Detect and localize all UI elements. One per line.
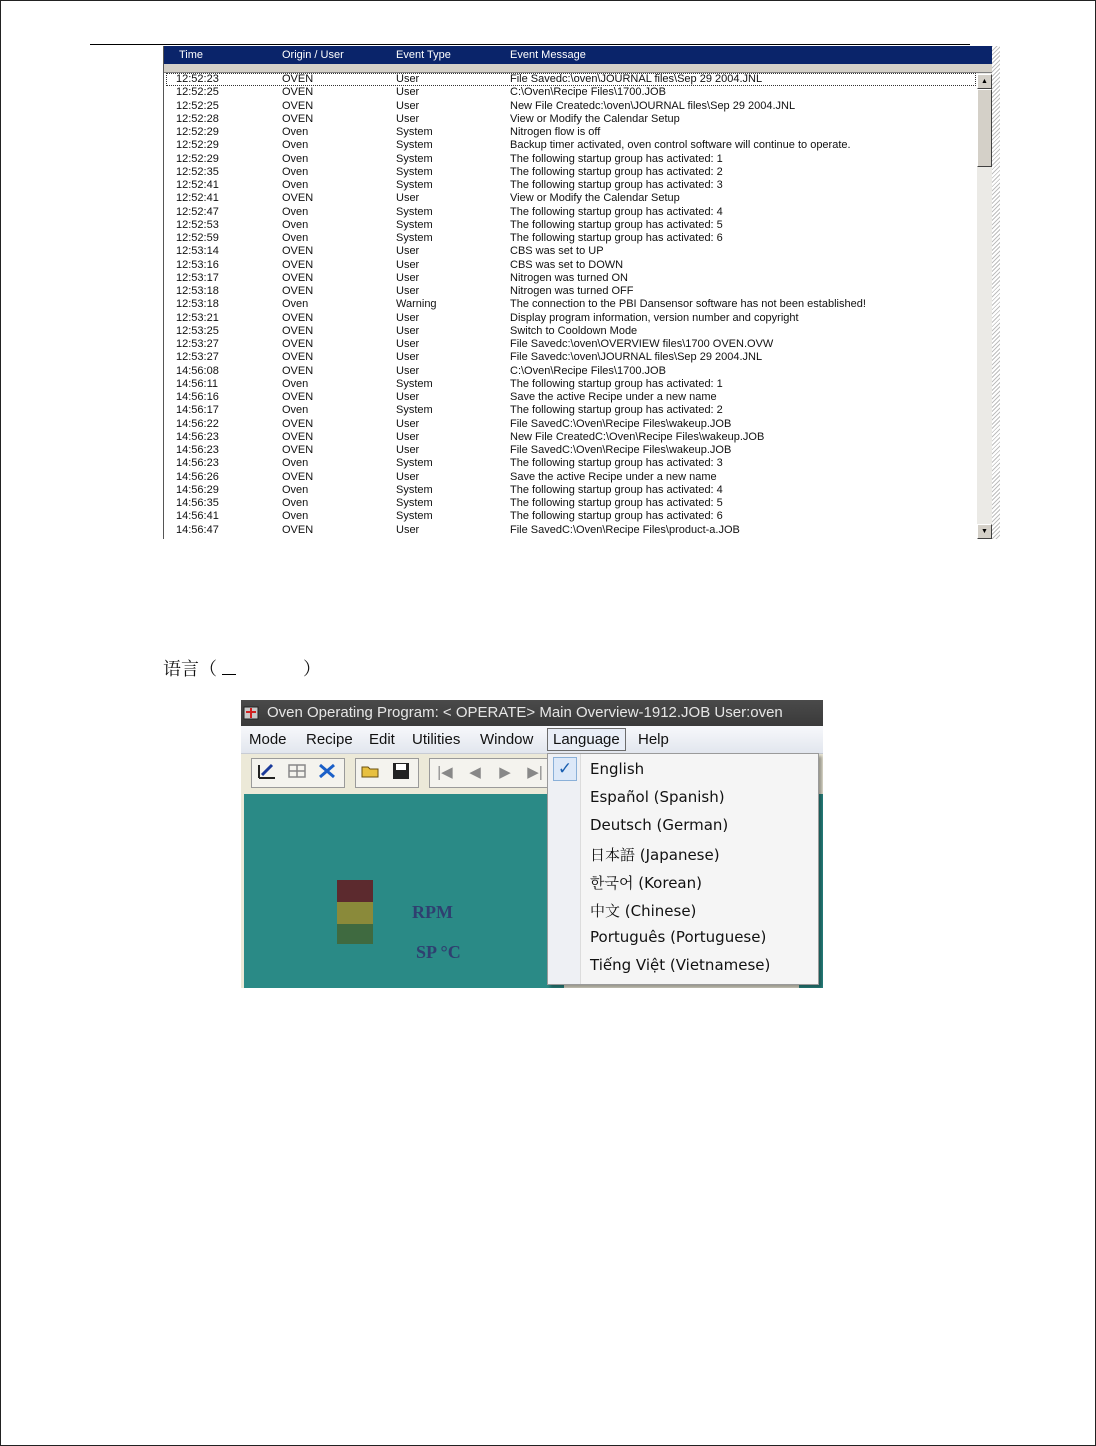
status-lamp-red	[337, 880, 373, 902]
log-row[interactable]	[166, 272, 976, 285]
log-cell-origin: Oven	[282, 139, 309, 152]
last-record-icon[interactable]: ▶|	[527, 764, 543, 781]
log-row[interactable]	[166, 365, 976, 378]
log-cell-type: User	[396, 285, 420, 297]
log-cell-message: The following startup group has activated: 5	[510, 218, 723, 231]
log-cell-origin: OVEN	[282, 258, 314, 271]
log-cell-time: 14:56:16	[176, 391, 219, 403]
event-log-panel	[163, 46, 993, 539]
log-cell-type: User	[396, 271, 420, 284]
toolbar-group-edit	[251, 758, 345, 788]
log-cell-origin: OVEN	[282, 86, 314, 99]
log-cell-origin: OVEN	[282, 73, 314, 85]
menu-edit[interactable]: Edit	[369, 731, 395, 748]
log-cell-message: New File Createdc:\oven\JOURNAL files\Sep 29 2004.JNL	[510, 99, 796, 112]
log-cell-message: The following startup group has activated: 3	[510, 457, 723, 470]
log-cell-type: System	[396, 510, 433, 523]
log-cell-type: System	[396, 152, 433, 165]
menu-bar	[241, 726, 823, 754]
first-record-icon[interactable]: |◀	[437, 764, 453, 781]
log-cell-message: The connection to the PBI Dansensor software has not been established!	[510, 298, 866, 311]
log-cell-origin: OVEN	[282, 391, 314, 403]
log-cell-type: User	[396, 351, 420, 364]
previous-record-icon[interactable]: ◀	[469, 764, 481, 781]
rpm-label: RPM	[412, 902, 453, 922]
log-cell-type: User	[396, 470, 420, 483]
log-cell-message: View or Modify the Calendar Setup	[510, 112, 680, 125]
log-row[interactable]	[166, 219, 976, 232]
log-cell-origin: Oven	[282, 179, 309, 191]
log-cell-origin: Oven	[282, 218, 309, 231]
log-cell-message: Nitrogen flow is off	[510, 126, 601, 138]
log-row[interactable]	[166, 166, 976, 179]
log-cell-time: 14:56:08	[176, 364, 219, 377]
status-lamp-green	[337, 924, 373, 944]
header-divider	[164, 64, 993, 73]
log-cell-type: System	[396, 139, 433, 152]
log-row[interactable]	[166, 431, 976, 444]
log-row[interactable]	[166, 510, 976, 523]
log-cell-message: CBS was set to UP	[510, 245, 604, 258]
log-cell-message: The following startup group has activated: 6	[510, 510, 723, 523]
log-cell-message: File Savedc:\oven\JOURNAL files\Sep 29 2004.JNL	[510, 351, 763, 364]
log-cell-message: Display program information, version number and copyright	[510, 311, 799, 324]
column-header-time[interactable]: Time	[179, 49, 204, 61]
chart-edit-icon[interactable]	[254, 761, 280, 785]
log-cell-type: System	[396, 404, 433, 417]
log-cell-time: 14:56:35	[176, 497, 219, 509]
log-cell-time: 12:52:29	[176, 126, 219, 138]
log-cell-time: 12:52:23	[176, 73, 219, 85]
log-cell-origin: OVEN	[282, 444, 314, 456]
log-cell-origin: Oven	[282, 152, 309, 165]
log-cell-type: System	[396, 179, 433, 191]
log-cell-origin: OVEN	[282, 338, 314, 350]
log-cell-origin: Oven	[282, 232, 309, 244]
log-row[interactable]	[166, 298, 976, 311]
menu-window[interactable]: Window	[480, 731, 534, 748]
log-cell-origin: Oven	[282, 165, 309, 178]
log-cell-origin: OVEN	[282, 364, 314, 377]
log-cell-time: 14:56:22	[176, 417, 219, 430]
toolbar-group-navigation	[429, 758, 551, 788]
log-cell-type: System	[396, 483, 433, 496]
log-cell-time: 14:56:11	[176, 377, 219, 390]
log-cell-type: Warning	[396, 298, 437, 311]
log-cell-type: System	[396, 377, 433, 390]
log-cell-message: Switch to Cooldown Mode	[510, 324, 638, 337]
log-cell-time: 14:56:23	[176, 457, 219, 470]
log-cell-type: System	[396, 232, 433, 244]
log-cell-origin: Oven	[282, 205, 309, 218]
menu-utilities[interactable]: Utilities	[412, 731, 461, 748]
language-label-close: ）	[303, 659, 321, 680]
log-row[interactable]	[166, 484, 976, 497]
log-cell-message: The following startup group has activated: 3	[510, 179, 723, 191]
log-row[interactable]	[166, 86, 976, 99]
log-cell-message: Save the active Recipe under a new name	[510, 391, 717, 403]
scroll-thumb[interactable]	[977, 89, 992, 167]
language-option-spanish[interactable]: Español (Spanish)	[590, 788, 725, 806]
open-folder-icon[interactable]	[358, 761, 384, 785]
log-cell-message: The following startup group has activated: 6	[510, 232, 723, 244]
log-cell-message: The following startup group has activated: 5	[510, 497, 723, 509]
log-cell-type: System	[396, 497, 433, 509]
log-cell-time: 12:52:29	[176, 139, 219, 152]
log-cell-type: User	[396, 192, 420, 205]
log-cell-type: User	[396, 417, 420, 430]
column-header-type[interactable]: Event Type	[396, 49, 451, 61]
menu-recipe[interactable]: Recipe	[306, 731, 353, 748]
log-cell-type: User	[396, 391, 420, 403]
language-blank-line	[222, 674, 236, 675]
log-cell-origin: OVEN	[282, 324, 314, 337]
log-cell-type: User	[396, 73, 420, 85]
log-cell-origin: Oven	[282, 510, 309, 523]
log-cell-time: 12:52:47	[176, 205, 219, 218]
log-cell-type: System	[396, 126, 433, 138]
log-row[interactable]	[166, 139, 976, 152]
log-cell-time: 12:52:25	[176, 86, 219, 99]
log-cell-type: User	[396, 245, 420, 258]
log-cell-origin: OVEN	[282, 311, 314, 324]
log-cell-origin: Oven	[282, 404, 309, 417]
log-cell-origin: OVEN	[282, 99, 314, 112]
log-row[interactable]	[166, 73, 976, 86]
log-cell-origin: Oven	[282, 377, 309, 390]
log-cell-origin: OVEN	[282, 417, 314, 430]
log-cell-time: 12:52:28	[176, 112, 219, 125]
log-cell-time: 14:56:17	[176, 404, 219, 417]
top-rule	[90, 44, 970, 45]
log-cell-type: User	[396, 112, 420, 125]
log-row[interactable]	[166, 418, 976, 431]
language-option-english[interactable]: English	[590, 760, 645, 778]
log-cell-time: 12:52:59	[176, 232, 219, 244]
log-cell-time: 12:53:18	[176, 298, 219, 311]
event-log-rows	[166, 73, 976, 539]
overview-canvas	[244, 794, 564, 988]
log-row[interactable]	[166, 404, 976, 417]
log-row[interactable]	[166, 497, 976, 510]
log-cell-origin: OVEN	[282, 351, 314, 364]
oven-app-icon	[243, 705, 259, 721]
log-row[interactable]	[166, 351, 976, 364]
log-cell-message: C:\Oven\Recipe Files\1700.JOB	[510, 86, 666, 99]
log-cell-time: 12:53:27	[176, 351, 219, 364]
log-cell-type: System	[396, 218, 433, 231]
language-option-korean[interactable]: 한국어 (Korean)	[590, 874, 702, 892]
status-lamp-yellow	[337, 902, 373, 924]
language-option-vietnamese[interactable]: Tiếng Việt (Vietnamese)	[590, 956, 771, 974]
log-cell-time: 12:53:17	[176, 271, 219, 284]
log-cell-time: 14:56:23	[176, 444, 219, 456]
scroll-up-icon[interactable]: ▲	[977, 74, 992, 89]
log-cell-type: User	[396, 444, 420, 456]
log-cell-message: File SavedC:\Oven\Recipe Files\wakeup.JOB	[510, 417, 732, 430]
log-cell-type: User	[396, 430, 420, 443]
log-cell-type: User	[396, 338, 420, 350]
log-cell-type: User	[396, 324, 420, 337]
next-record-icon[interactable]: ▶	[499, 764, 511, 781]
log-cell-time: 12:52:41	[176, 192, 219, 205]
tools-icon[interactable]	[314, 761, 340, 785]
log-cell-message: View or Modify the Calendar Setup	[510, 192, 680, 205]
toolbar-group-file	[355, 758, 419, 788]
title-bar	[241, 700, 823, 726]
language-label: 语言（	[163, 659, 217, 680]
log-cell-message: Nitrogen was turned ON	[510, 271, 628, 284]
log-row[interactable]	[166, 100, 976, 113]
log-cell-message: The following startup group has activated: 1	[510, 152, 723, 165]
log-cell-message: File Savedc:\oven\OVERVIEW files\1700 OVEN.OVW	[510, 338, 774, 350]
log-cell-type: System	[396, 457, 433, 470]
log-row[interactable]	[166, 245, 976, 258]
log-cell-origin: OVEN	[282, 430, 314, 443]
log-cell-type: User	[396, 258, 420, 271]
log-cell-message: Save the active Recipe under a new name	[510, 470, 717, 483]
log-cell-message: Nitrogen was turned OFF	[510, 285, 634, 297]
log-cell-origin: OVEN	[282, 285, 314, 297]
log-cell-origin: Oven	[282, 457, 309, 470]
log-cell-message: File SavedC:\Oven\Recipe Files\product-a.JOB	[510, 523, 740, 536]
log-cell-origin: OVEN	[282, 112, 314, 125]
log-cell-message: The following startup group has activated: 2	[510, 404, 723, 417]
log-row[interactable]	[166, 232, 976, 245]
log-row[interactable]	[166, 285, 976, 298]
log-cell-time: 12:53:16	[176, 258, 219, 271]
log-cell-type: System	[396, 165, 433, 178]
log-cell-origin: Oven	[282, 126, 309, 138]
log-cell-type: User	[396, 311, 420, 324]
log-cell-message: The following startup group has activated: 4	[510, 483, 723, 496]
log-cell-origin: Oven	[282, 497, 309, 509]
log-row[interactable]	[166, 206, 976, 219]
log-cell-time: 12:52:25	[176, 99, 219, 112]
language-option-japanese[interactable]: 日本語 (Japanese)	[590, 846, 720, 864]
oven-icon[interactable]	[284, 761, 310, 785]
log-row[interactable]	[166, 259, 976, 272]
setpoint-label: SP °C	[416, 942, 461, 962]
log-row[interactable]	[166, 524, 976, 537]
log-cell-time: 14:56:23	[176, 430, 219, 443]
language-option-portuguese[interactable]: Português (Portuguese)	[590, 928, 767, 946]
menu-mode[interactable]: Mode	[249, 731, 287, 748]
log-cell-origin: Oven	[282, 483, 309, 496]
log-cell-type: System	[396, 205, 433, 218]
log-row[interactable]	[166, 471, 976, 484]
log-cell-type: User	[396, 86, 420, 99]
log-cell-message: New File CreatedC:\Oven\Recipe Files\wakeup.JOB	[510, 430, 765, 443]
log-cell-type: User	[396, 364, 420, 377]
log-row[interactable]	[166, 126, 976, 139]
log-row[interactable]	[166, 179, 976, 192]
log-cell-origin: OVEN	[282, 470, 314, 483]
window-title: Oven Operating Program: < OPERATE> Main Overview-1912.JOB User:oven	[267, 704, 783, 721]
dropdown-gutter	[548, 754, 581, 984]
log-cell-time: 14:56:26	[176, 470, 219, 483]
save-icon[interactable]	[388, 761, 414, 785]
log-cell-time: 14:56:47	[176, 523, 219, 536]
oven-app-window	[241, 700, 823, 988]
log-cell-message: The following startup group has activated: 2	[510, 165, 723, 178]
log-cell-time: 12:53:25	[176, 324, 219, 337]
language-option-german[interactable]: Deutsch (German)	[590, 816, 729, 834]
log-cell-message: Backup timer activated, oven control software will continue to operate.	[510, 139, 851, 152]
log-cell-origin: OVEN	[282, 271, 314, 284]
log-cell-type: User	[396, 99, 420, 112]
log-row[interactable]	[166, 312, 976, 325]
log-cell-origin: OVEN	[282, 192, 314, 205]
log-row[interactable]	[166, 338, 976, 351]
log-row[interactable]	[166, 457, 976, 470]
log-hatch-border	[992, 46, 1000, 539]
log-row[interactable]	[166, 391, 976, 404]
log-cell-time: 12:52:29	[176, 152, 219, 165]
log-row[interactable]	[166, 378, 976, 391]
log-cell-origin: OVEN	[282, 245, 314, 258]
log-row[interactable]	[166, 153, 976, 166]
event-log-header	[164, 46, 993, 64]
log-cell-time: 12:52:53	[176, 218, 219, 231]
log-cell-message: The following startup group has activated: 4	[510, 205, 723, 218]
log-cell-time: 12:53:14	[176, 245, 219, 258]
vertical-scrollbar[interactable]	[977, 73, 992, 539]
language-dropdown	[547, 753, 819, 985]
log-cell-type: User	[396, 523, 420, 536]
checkmark-icon: ✓	[553, 757, 577, 781]
log-cell-time: 12:53:18	[176, 285, 219, 297]
log-cell-message: The following startup group has activated: 1	[510, 377, 723, 390]
log-cell-message: File Savedc:\oven\JOURNAL files\Sep 29 2004.JNL	[510, 73, 763, 85]
log-cell-time: 14:56:29	[176, 483, 219, 496]
log-cell-origin: OVEN	[282, 523, 314, 536]
column-header-origin[interactable]: Origin / User	[282, 49, 344, 61]
log-row[interactable]	[166, 192, 976, 205]
log-cell-time: 12:53:27	[176, 338, 219, 350]
column-header-message[interactable]: Event Message	[510, 49, 586, 61]
log-cell-time: 14:56:41	[176, 510, 219, 523]
log-cell-time: 12:52:41	[176, 179, 219, 191]
menu-help[interactable]: Help	[638, 731, 669, 748]
log-cell-time: 12:52:35	[176, 165, 219, 178]
log-cell-message: C:\Oven\Recipe Files\1700.JOB	[510, 364, 666, 377]
log-row[interactable]	[166, 325, 976, 338]
log-cell-message: File SavedC:\Oven\Recipe Files\wakeup.JOB	[510, 444, 732, 456]
menu-language[interactable]: Language	[547, 728, 626, 751]
log-cell-origin: Oven	[282, 298, 309, 311]
log-cell-message: CBS was set to DOWN	[510, 258, 624, 271]
log-row[interactable]	[166, 444, 976, 457]
log-row[interactable]	[166, 113, 976, 126]
log-cell-time: 12:53:21	[176, 311, 219, 324]
language-option-chinese[interactable]: 中文 (Chinese)	[590, 902, 697, 920]
scroll-down-icon[interactable]: ▼	[977, 524, 992, 539]
